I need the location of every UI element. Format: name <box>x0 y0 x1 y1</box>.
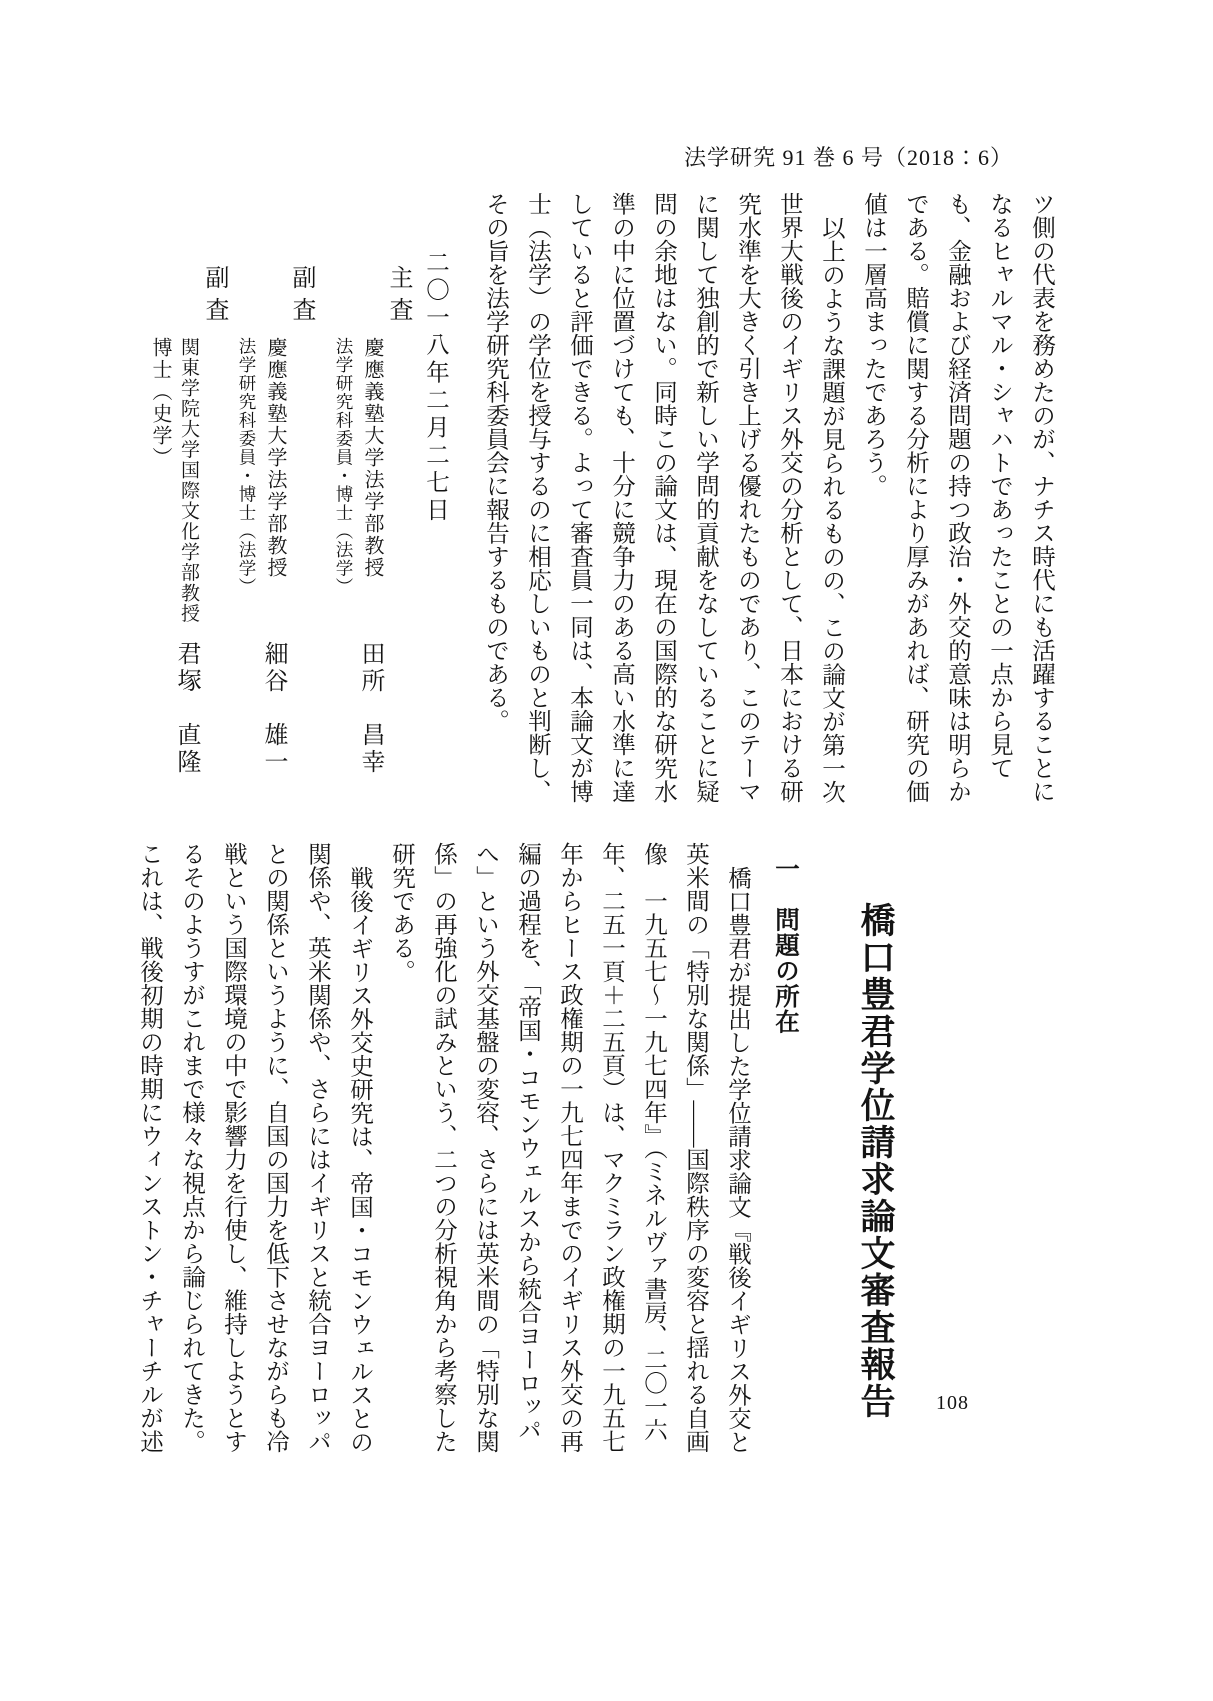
body-paragraph: 橋口豊君が提出した学位請求論文『戦後イギリス外交と英米間の「特別な関係」――国際秩序の変容と揺れる自画像 一九五七～一九七四年』（ミネルヴァ書房、二〇一六年、二五一頁＋二五頁）は、マクミラン政権期の一九五七年からヒース政権期の一九七四年までのイギリス外交の再編の過程を、「帝国・コモンウェルスから統合ヨーロッパへ」という外交基盤の変容、さらには英米間の「特別な関係」の再強化の試みという、二つの分析視角から考察した研究である。 <box>388 842 750 1453</box>
review-conclusion-block <box>146 192 1062 808</box>
examiner-role: 主査 <box>385 265 411 329</box>
running-head: 法学研究 91 巻 6 号（2018：6） <box>683 145 1013 170</box>
committee-entry <box>238 265 324 805</box>
examiner-degree: 法学研究科委員・博士（法学） <box>237 337 257 596</box>
examiner-name: 田所 昌幸 <box>357 641 383 776</box>
examiner-role: 副査 <box>201 265 227 329</box>
examiner-degree: 法学研究科委員・博士（法学） <box>334 337 354 596</box>
examiner-affiliation: 慶應義塾大学法学部教授 <box>264 337 286 579</box>
examiner-affiliation: 関東学院大学国際文化学部教授 <box>178 337 199 624</box>
examiner-name: 細谷 雄一 <box>260 641 286 776</box>
body-paragraph: 戦後イギリス外交史研究は、帝国・コモンウェルスとの関係や、英米関係や、さらにはイギリスと統合ヨーロッパとの関係というように、自国の国力を低下させながらも冷戦という国際環境の中で影響力を行使し、維持しようとするそのようすがこれまで様々な視点から論じられてきた。これは、戦後初期の時期にウィンストン・チャーチルが述 <box>136 842 372 1453</box>
committee-entry <box>335 265 421 805</box>
body-paragraph: ツ側の代表を務めたのが、ナチス時代にも活躍することになるヒャルマル・シャハトであったことの一点から見ても、金融および経済問題の持つ政治・外交的意味は明らかである。賠償に関する分析により厚みがあれば、研究の価値は一層高まったであろう。 <box>860 192 1054 803</box>
article-block <box>136 842 945 1460</box>
examiner-name: 君塚 直隆 <box>173 641 199 776</box>
examiner-degree: 博士（史学） <box>149 337 171 469</box>
committee-entry <box>151 265 237 805</box>
examiner-role: 副査 <box>288 265 314 329</box>
page-number: 108 <box>936 1392 969 1414</box>
article-title: 橋口豊君学位請求論文審査報告 <box>856 902 895 1420</box>
body-paragraph: 以上のような課題が見られるものの、この論文が第一次世界大戦後のイギリス外交の分析として、日本における研究水準を大きく引き上げる優れたものであり、このテーマに関して独創的で新しい学問的貢献をなしていることに疑問の余地はない。同時この論文は、現在の国際的な研究水準の中に位置づけても、十分に競争力のある高い水準に達していると評価できる。よって審査員一同は、本論文が博士（法学）の学位を授与するのに相応しいものと判断し、その旨を法学研究科委員会に報告するものである。 <box>482 192 844 803</box>
examiner-affiliation: 慶應義塾大学法学部教授 <box>361 337 383 579</box>
section-heading: 一 問題の所在 <box>772 856 799 1035</box>
report-date: 二〇一八年二月二七日 <box>422 250 448 525</box>
examination-committee <box>146 192 436 808</box>
